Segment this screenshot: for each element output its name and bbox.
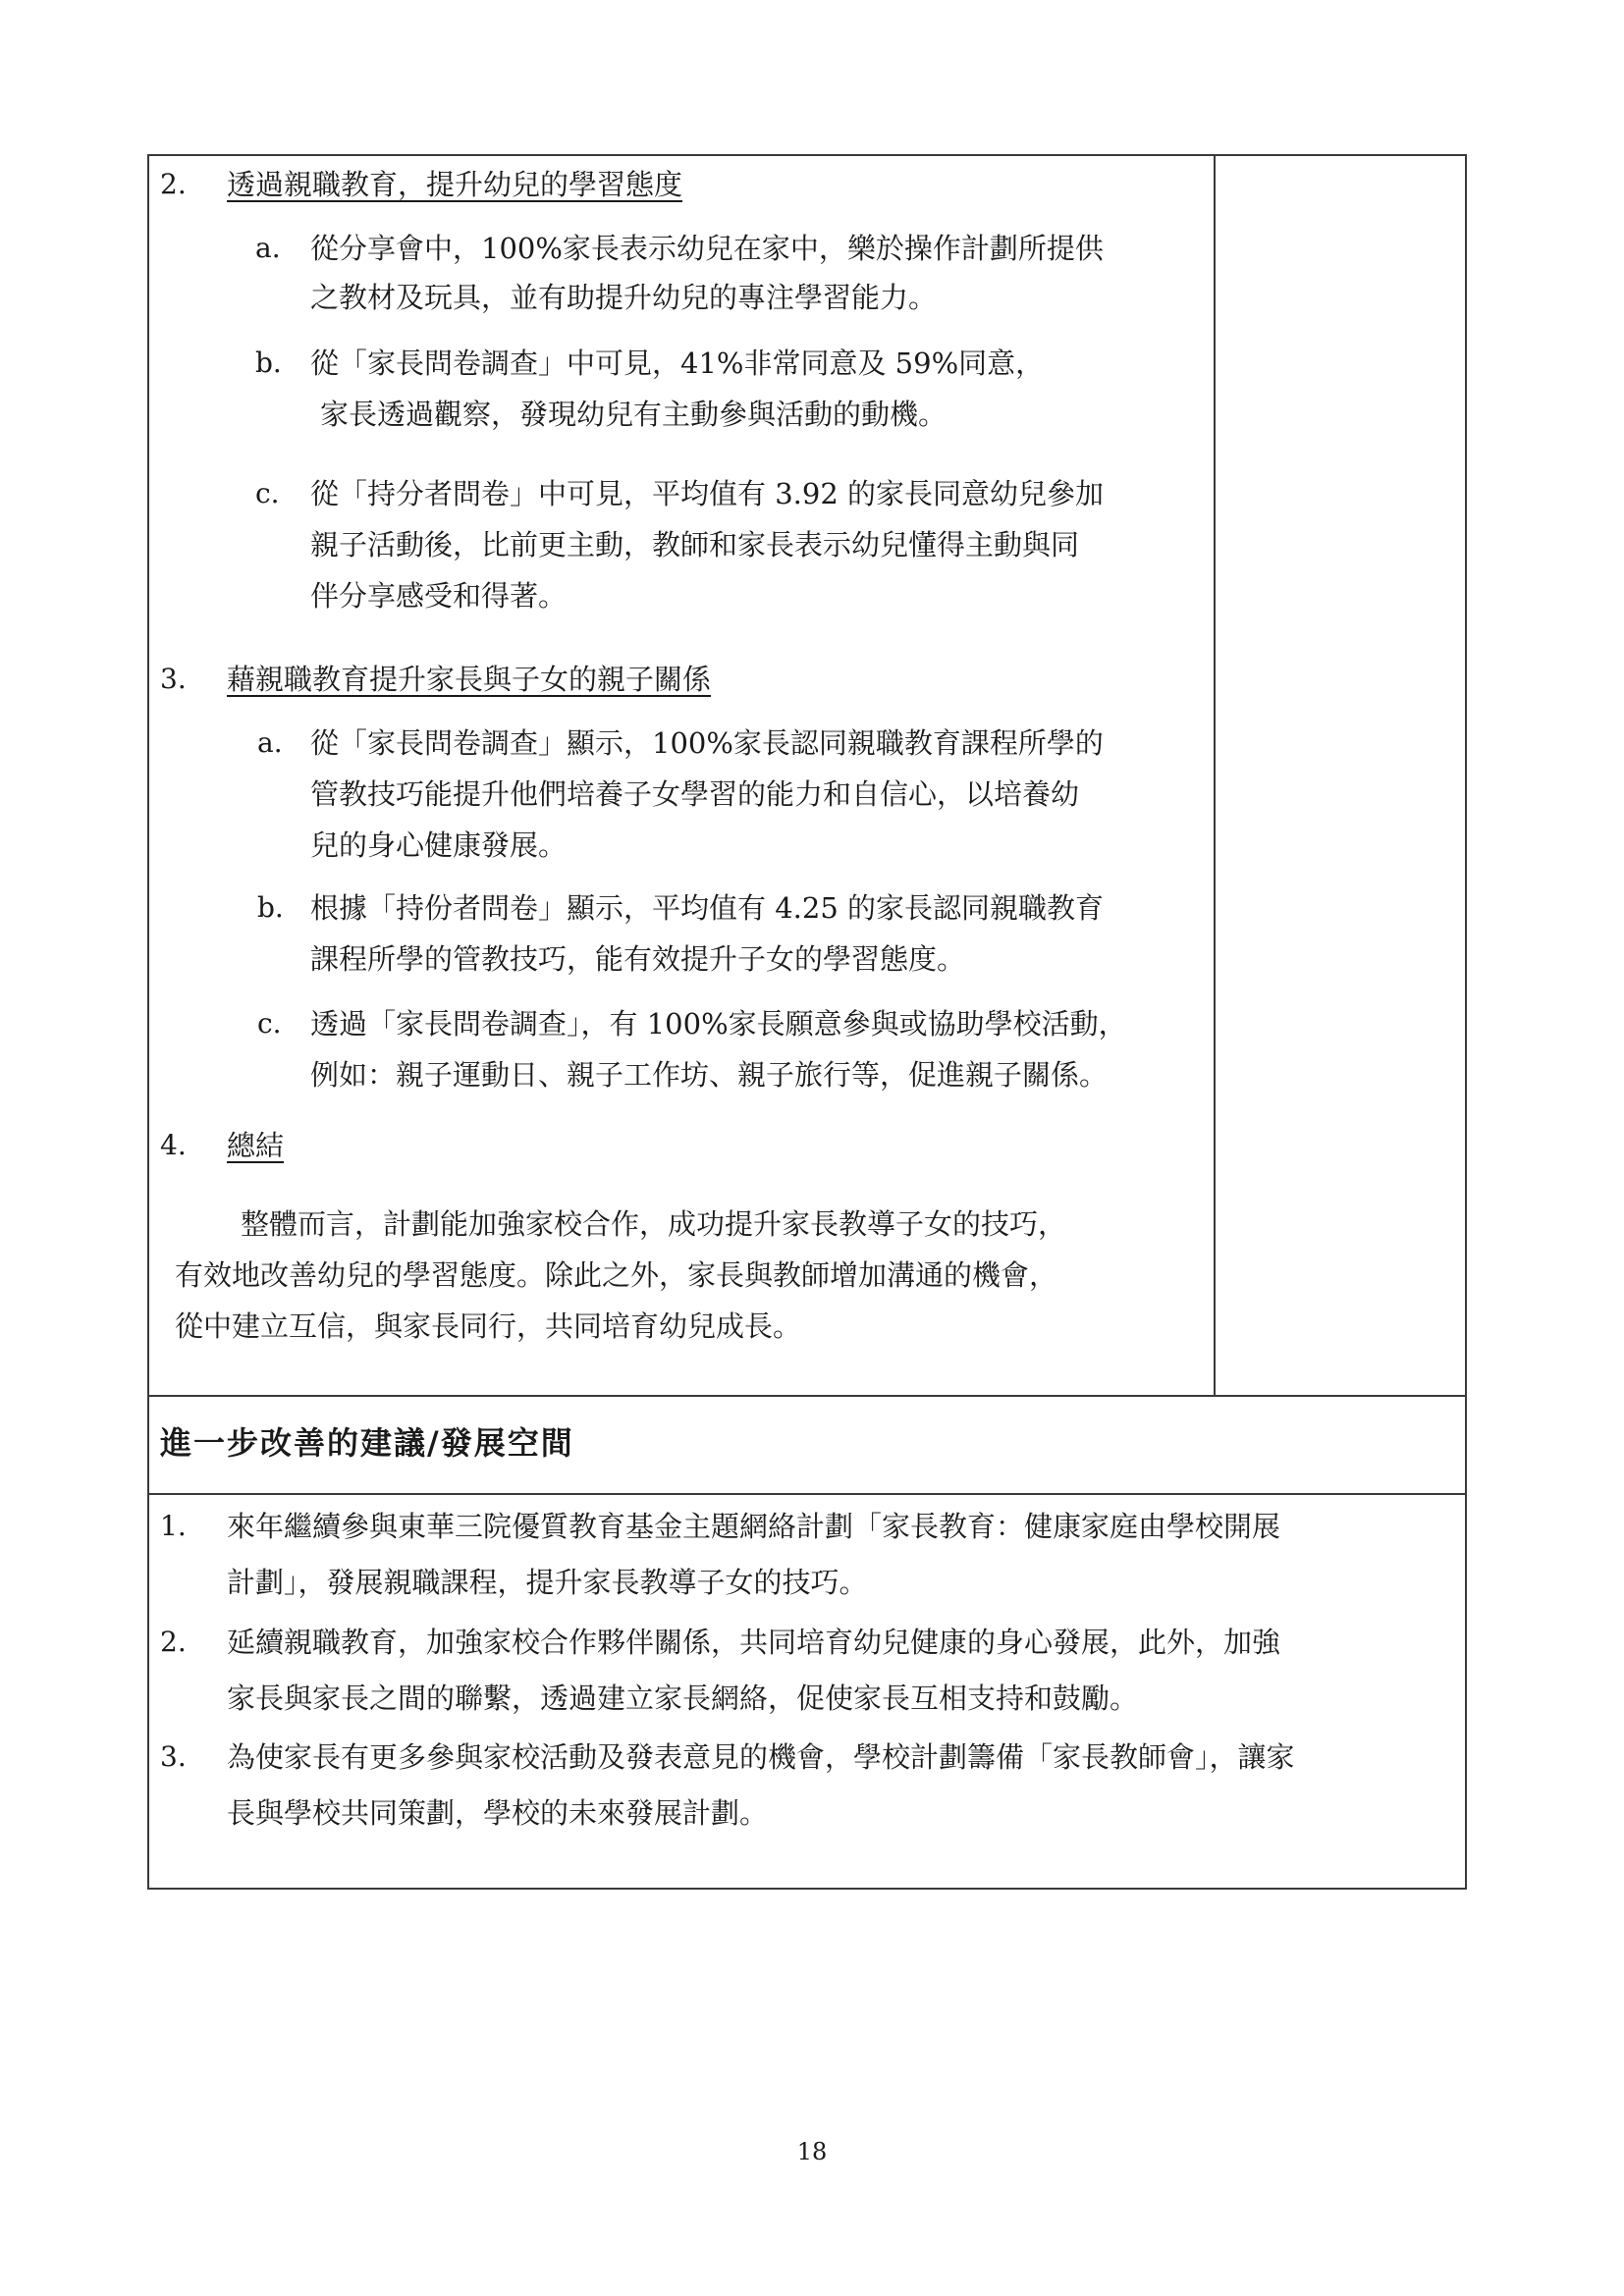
section-2-number: 2.: [160, 168, 187, 200]
improvement-item-1-line-1: 來年繼續參與東華三院優質教育基金主題網絡計劃「家長教育：健康家庭由學校開展: [227, 1510, 1281, 1543]
section-4-number: 4.: [160, 1129, 187, 1161]
summary-line-1: 整體而言，計劃能加強家校合作，成功提升家長教導子女的技巧，: [241, 1207, 1067, 1241]
summary-line-2: 有效地改善幼兒的學習態度。除此之外，家長與教師增加溝通的機會，: [175, 1258, 1058, 1292]
section-3-item-a-line-3: 兒的身心健康發展。: [310, 828, 568, 862]
section-2-title: 透過親職教育，提升幼兒的學習態度: [227, 168, 683, 201]
section-3-item-a-label: a.: [257, 726, 283, 759]
section-2-item-b-label: b.: [255, 347, 282, 379]
summary-line-3: 從中建立互信，與家長同行，共同培育幼兒成長。: [175, 1309, 802, 1343]
section-2-item-a-line-1: 從分享會中，100%家長表示幼兒在家中，樂於操作計劃所提供: [310, 232, 1104, 265]
improvement-item-2-line-1: 延續親職教育，加強家校合作夥伴關係，共同培育幼兒健康的身心發展，此外，加強: [227, 1626, 1281, 1659]
section-3-item-b-line-1: 根據「持份者問卷」顯示，平均值有 4.25 的家長認同親職教育: [310, 891, 1105, 925]
section-3-item-c-line-2: 例如：親子運動日、親子工作坊、親子旅行等，促進親子關係。: [310, 1058, 1109, 1092]
section-3-item-b-label: b.: [257, 891, 284, 924]
section-3-title: 藉親職教育提升家長與子女的親子關係: [227, 663, 712, 696]
page-number: 18: [796, 2138, 828, 2165]
section-2-item-b-line-2: 家長透過觀察，發現幼兒有主動參與活動的動機。: [320, 398, 947, 431]
section-3-item-a-line-1: 從「家長問卷調查」顯示，100%家長認同親職教育課程所學的: [310, 726, 1104, 760]
section-3-item-a-line-2: 管教技巧能提升他們培養子女學習的能力和自信心，以培養幼: [310, 777, 1080, 811]
section-3-item-c-label: c.: [257, 1007, 282, 1040]
column-divider: [1214, 154, 1216, 1395]
section-4-title: 總結: [227, 1129, 285, 1162]
improvement-heading: 進一步改善的建議/發展空間: [160, 1424, 574, 1462]
section-2-item-b-line-1: 從「家長問卷調查」中可見，41%非常同意及 59%同意，: [310, 347, 1045, 380]
improvement-item-3-line-1: 為使家長有更多參與家校活動及發表意見的機會，學校計劃籌備「家長教師會」，讓家: [227, 1740, 1295, 1774]
row-divider-top: [147, 1395, 1467, 1397]
improvement-item-2-number: 2.: [160, 1626, 187, 1658]
section-2-item-c-label: c.: [255, 477, 280, 509]
improvement-item-1-number: 1.: [160, 1510, 187, 1542]
section-3-item-c-line-1: 透過「家長問卷調查」，有 100%家長願意參與或協助學校活動，: [310, 1007, 1127, 1041]
improvement-item-2-line-2: 家長與家長之間的聯繫，透過建立家長網絡，促使家長互相支持和鼓勵。: [227, 1682, 1139, 1715]
section-2-item-c-line-3: 伴分享感受和得著。: [310, 579, 568, 613]
section-2-item-c-line-1: 從「持分者問卷」中可見，平均值有 3.92 的家長同意幼兒參加: [310, 477, 1105, 510]
row-divider-bottom: [147, 1493, 1467, 1495]
section-3-number: 3.: [160, 663, 187, 695]
improvement-item-1-line-2: 計劃」，發展親職課程，提升家長教導子女的技巧。: [227, 1566, 868, 1599]
section-3-item-b-line-2: 課程所學的管教技巧，能有效提升子女的學習態度。: [310, 942, 966, 976]
section-2-item-a-line-2: 之教材及玩具，並有助提升幼兒的專注學習能力。: [310, 281, 938, 314]
section-2-item-a-label: a.: [255, 232, 281, 264]
improvement-item-3-line-2: 長與學校共同策劃，學校的未來發展計劃。: [227, 1796, 769, 1830]
section-2-item-c-line-2: 親子活動後，比前更主動，教師和家長表示幼兒懂得主動與同: [310, 528, 1080, 561]
improvement-item-3-number: 3.: [160, 1740, 187, 1773]
